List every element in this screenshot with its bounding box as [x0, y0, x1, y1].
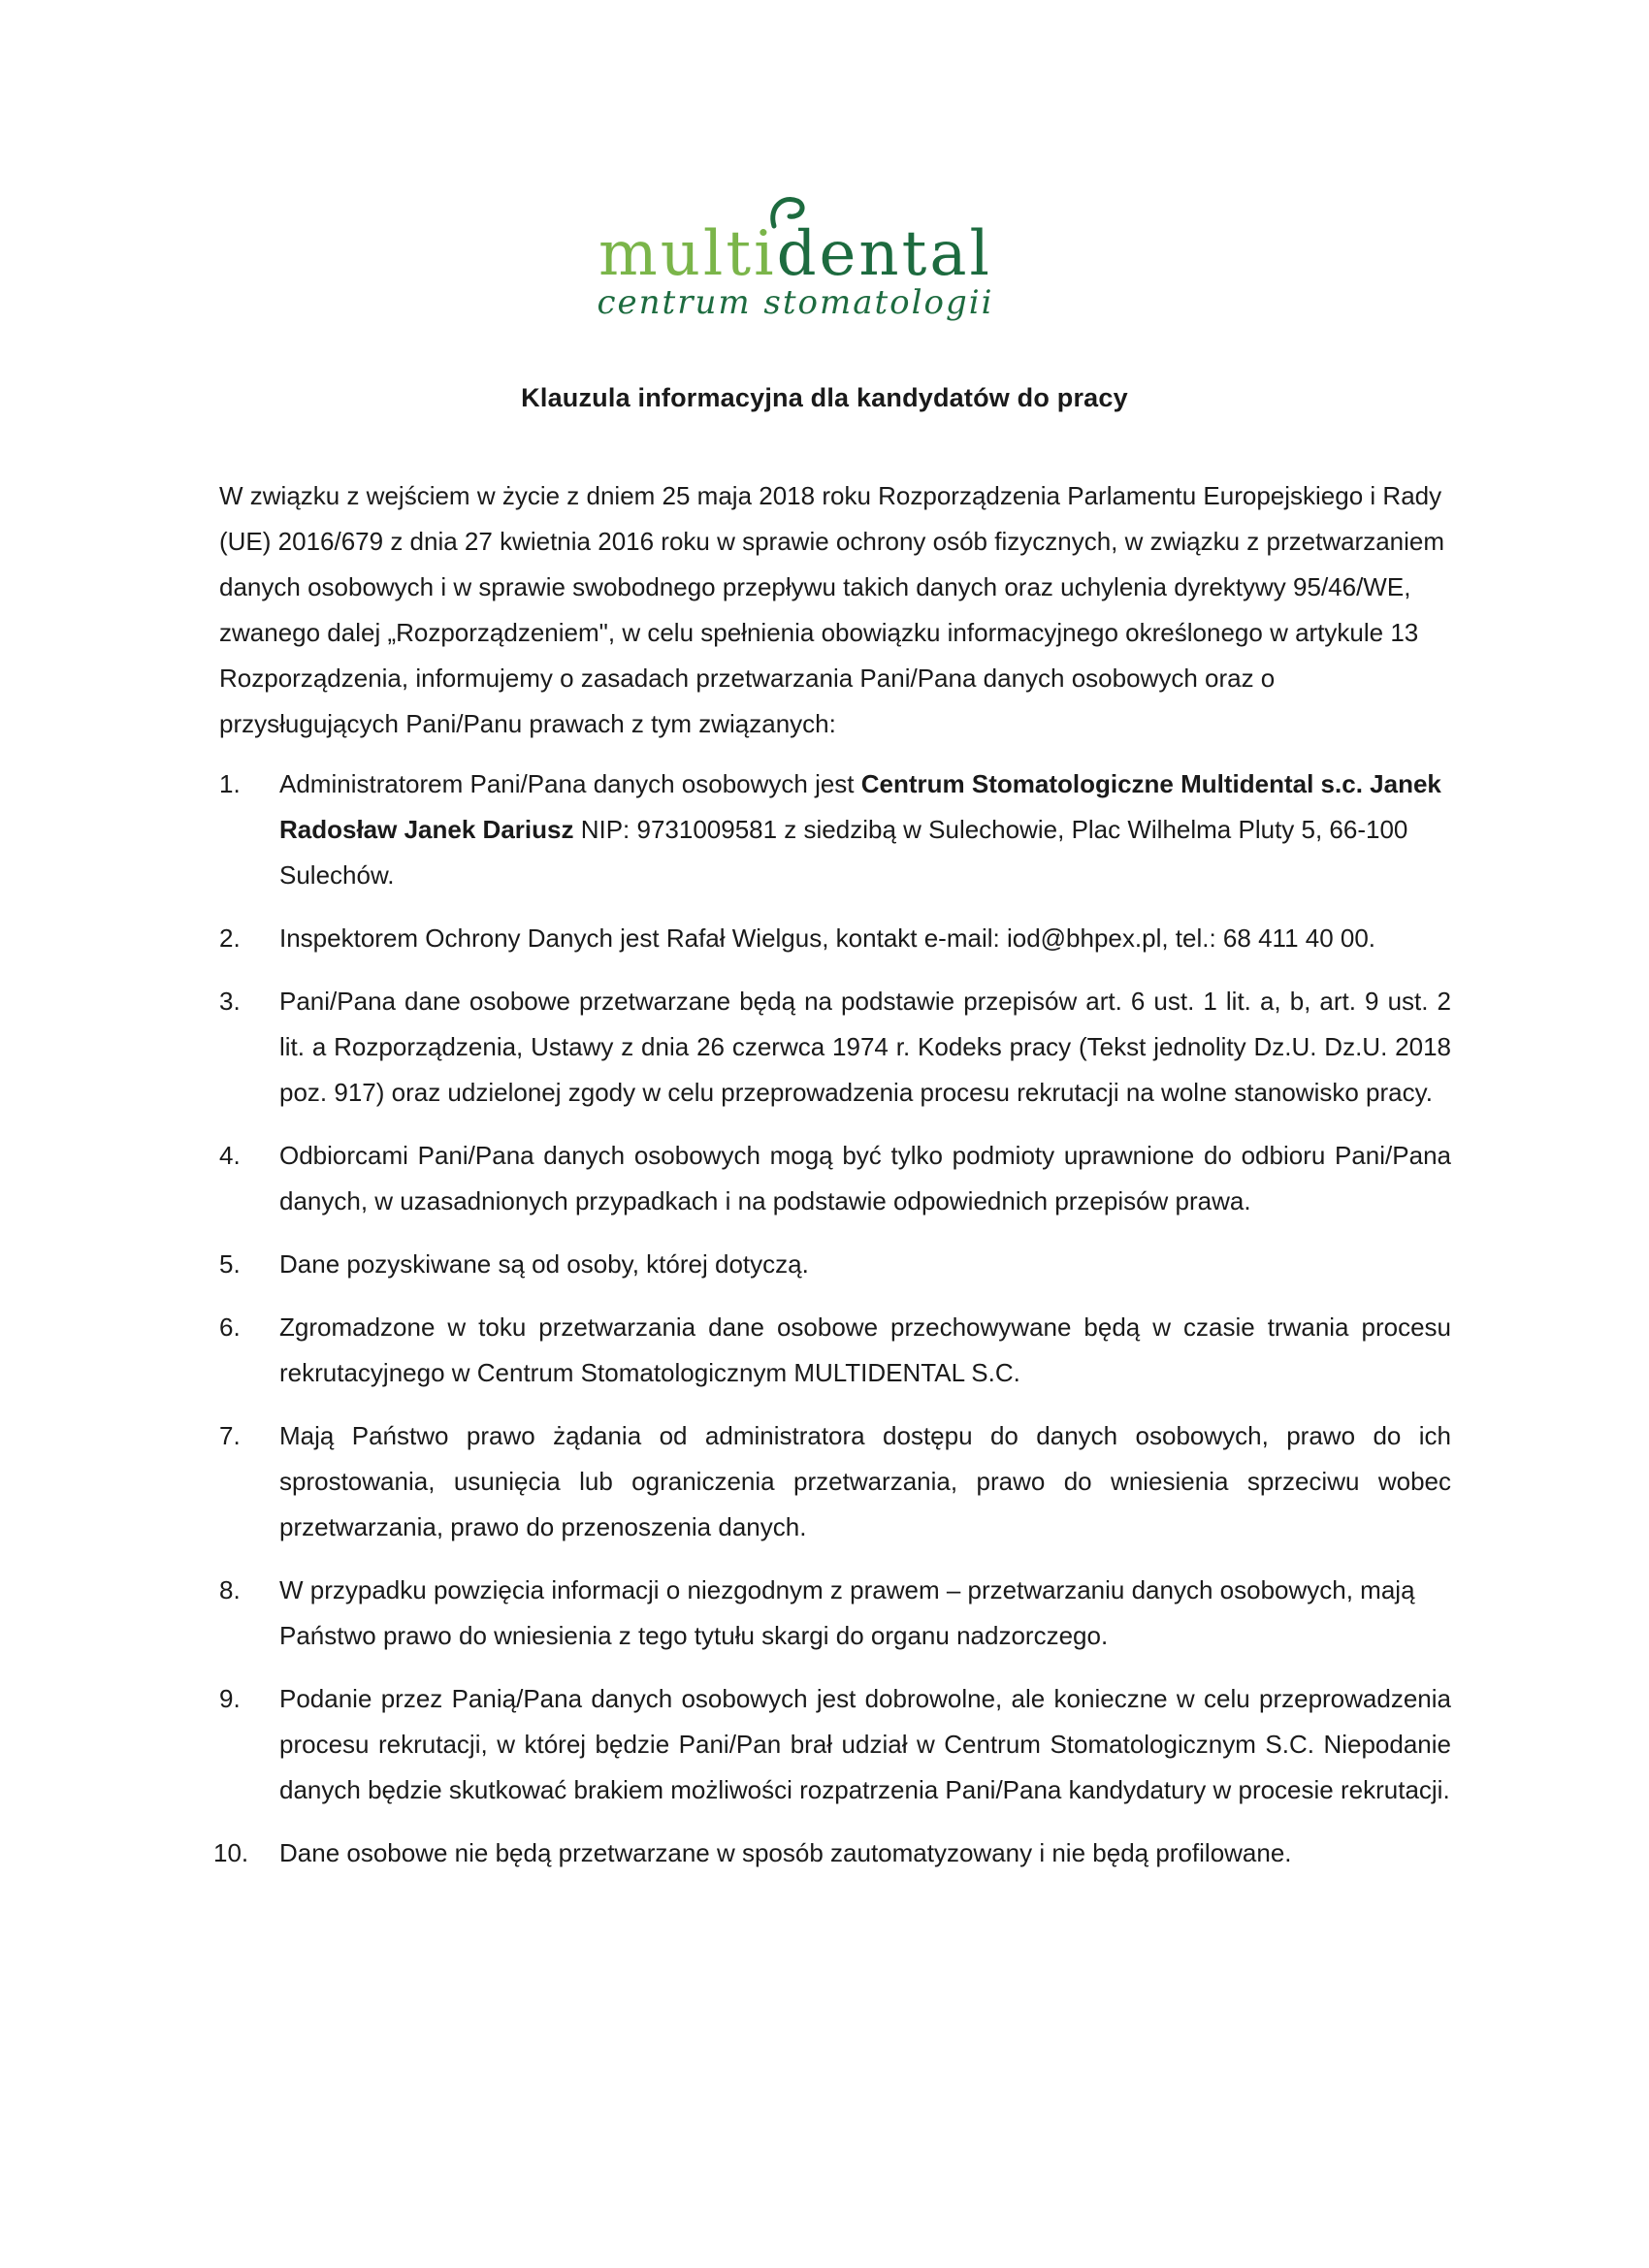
clause-item-8 [219, 1568, 1451, 1659]
clause-text: Inspektorem Ochrony Danych jest Rafał Wielgus, kontakt e-mail: iod@bhpex.pl, tel.: 68 411 40 00. [279, 923, 1376, 953]
clause-item-6 [219, 1305, 1451, 1396]
clause-number: 3. [219, 987, 241, 1016]
clause-number: 9. [219, 1684, 241, 1713]
owners-names: Janek Radosław Janek Dariusz [279, 769, 1441, 844]
logo-tagline: centrum stomatologii [597, 283, 994, 322]
clause-number: 2. [219, 923, 241, 953]
logo-text-multi: multi [598, 218, 777, 290]
clause-text: W przypadku powzięcia informacji o niezgodnym z prawem – przetwarzaniu danych osobowych, mają Państwo prawo do wniesienia z tego tytułu skargi do organu nadzorczego. [279, 1575, 1415, 1650]
clause-text: Mają Państwo prawo żądania od administratora dostępu do danych osobowych, prawo do ich sprostowania, usunięcia lub ograniczenia przetwarzania, prawo do wniesienia sprzeciwu wobec przetwarzania, prawo do przenoszenia danych. [279, 1421, 1451, 1541]
clause-text-pre: Administratorem Pani/Pana danych osobowych jest [279, 769, 861, 798]
clause-item-9 [219, 1676, 1451, 1813]
clause-number: 8. [219, 1575, 241, 1604]
clause-number: 5. [219, 1249, 241, 1279]
clause-text: Pani/Pana dane osobowe przetwarzane będą na podstawie przepisów art. 6 ust. 1 lit. a, b, art. 9 ust. 2 lit. a Rozporządzenia, Ustawy z dnia 26 czerwca 1974 r. Kodeks pracy (Tekst jednolity Dz.U. Dz.U. 2018 poz. 917) oraz udzielonej zgody w celu przeprowadzenia procesu rekrutacji na wolne stanowisko pracy. [279, 987, 1451, 1107]
clause-text: Zgromadzone w toku przetwarzania dane osobowe przechowywane będą w czasie trwania procesu rekrutacyjnego w Centrum Stomatologicznym MULTIDENTAL S.C. [279, 1312, 1451, 1387]
clause-text: Podanie przez Panią/Pana danych osobowych jest dobrowolne, ale konieczne w celu przeprowadzenia procesu rekrutacji, w której będzie Pani/Pan brał udział w Centrum Stomatologicznym S.C. Niepodanie danych będzie skutkować brakiem możliwości rozpatrzenia Pani/Pana kandydatury w procesie rekrutacji. [279, 1684, 1451, 1804]
clause-item-5 [219, 1242, 1451, 1287]
svg-text:multidental [598, 218, 992, 290]
logo-text-dental: dental [776, 218, 992, 290]
multidental-logo-graphic [514, 189, 1077, 335]
company-name: Centrum Stomatologiczne Multidental s.c. [860, 769, 1363, 798]
clause-item-10 [213, 1831, 1451, 1876]
clause-number: 4. [219, 1141, 241, 1170]
clause-number: 10. [213, 1838, 249, 1867]
clause-number: 7. [219, 1421, 241, 1450]
clause-list [213, 761, 1451, 1894]
clause-item-3 [219, 979, 1451, 1116]
clause-item-1 [219, 761, 1451, 898]
clause-text: Odbiorcami Pani/Pana danych osobowych mogą być tylko podmioty uprawnione do odbioru Pani/Pana danych, w uzasadnionych przypadkach i na podstawie odpowiednich przepisów prawa. [279, 1141, 1451, 1215]
clause-number: 1. [219, 769, 241, 798]
clause-item-7 [219, 1413, 1451, 1550]
intro-paragraph: W związku z wejściem w życie z dniem 25 maja 2018 roku Rozporządzenia Parlamentu Europejskiego i Rady (UE) 2016/679 z dnia 27 kwietnia 2016 roku w sprawie ochrony osób fizycznych, w związku z przetwarzaniem danych osobowych i w sprawie swobodnego przepływu takich danych oraz uchylenia dyrektywy 95/46/WE, zwanego dalej „Rozporządzeniem", w celu spełnienia obowiązku informacyjnego określonego w artykule 13 Rozporządzenia, informujemy o zasadach przetwarzania Pani/Pana danych osobowych oraz o przysługujących Pani/Panu prawach z tym związanych: [219, 481, 1445, 738]
clause-text: Dane pozyskiwane są od osoby, której dotyczą. [279, 1249, 809, 1279]
clause-text-post: NIP: 9731009581 z siedzibą w Sulechowie, Plac Wilhelma Pluty 5, 66-100 Sulechów. [279, 815, 1408, 890]
clause-text: Dane osobowe nie będą przetwarzane w sposób zautomatyzowany i nie będą profilowane. [279, 1838, 1292, 1867]
document-title: Klauzula informacyjna dla kandydatów do pracy [521, 383, 1128, 412]
company-logo [514, 189, 1077, 335]
clause-number: 6. [219, 1312, 241, 1342]
clause-item-4 [219, 1133, 1451, 1224]
clause-item-2 [219, 916, 1451, 961]
